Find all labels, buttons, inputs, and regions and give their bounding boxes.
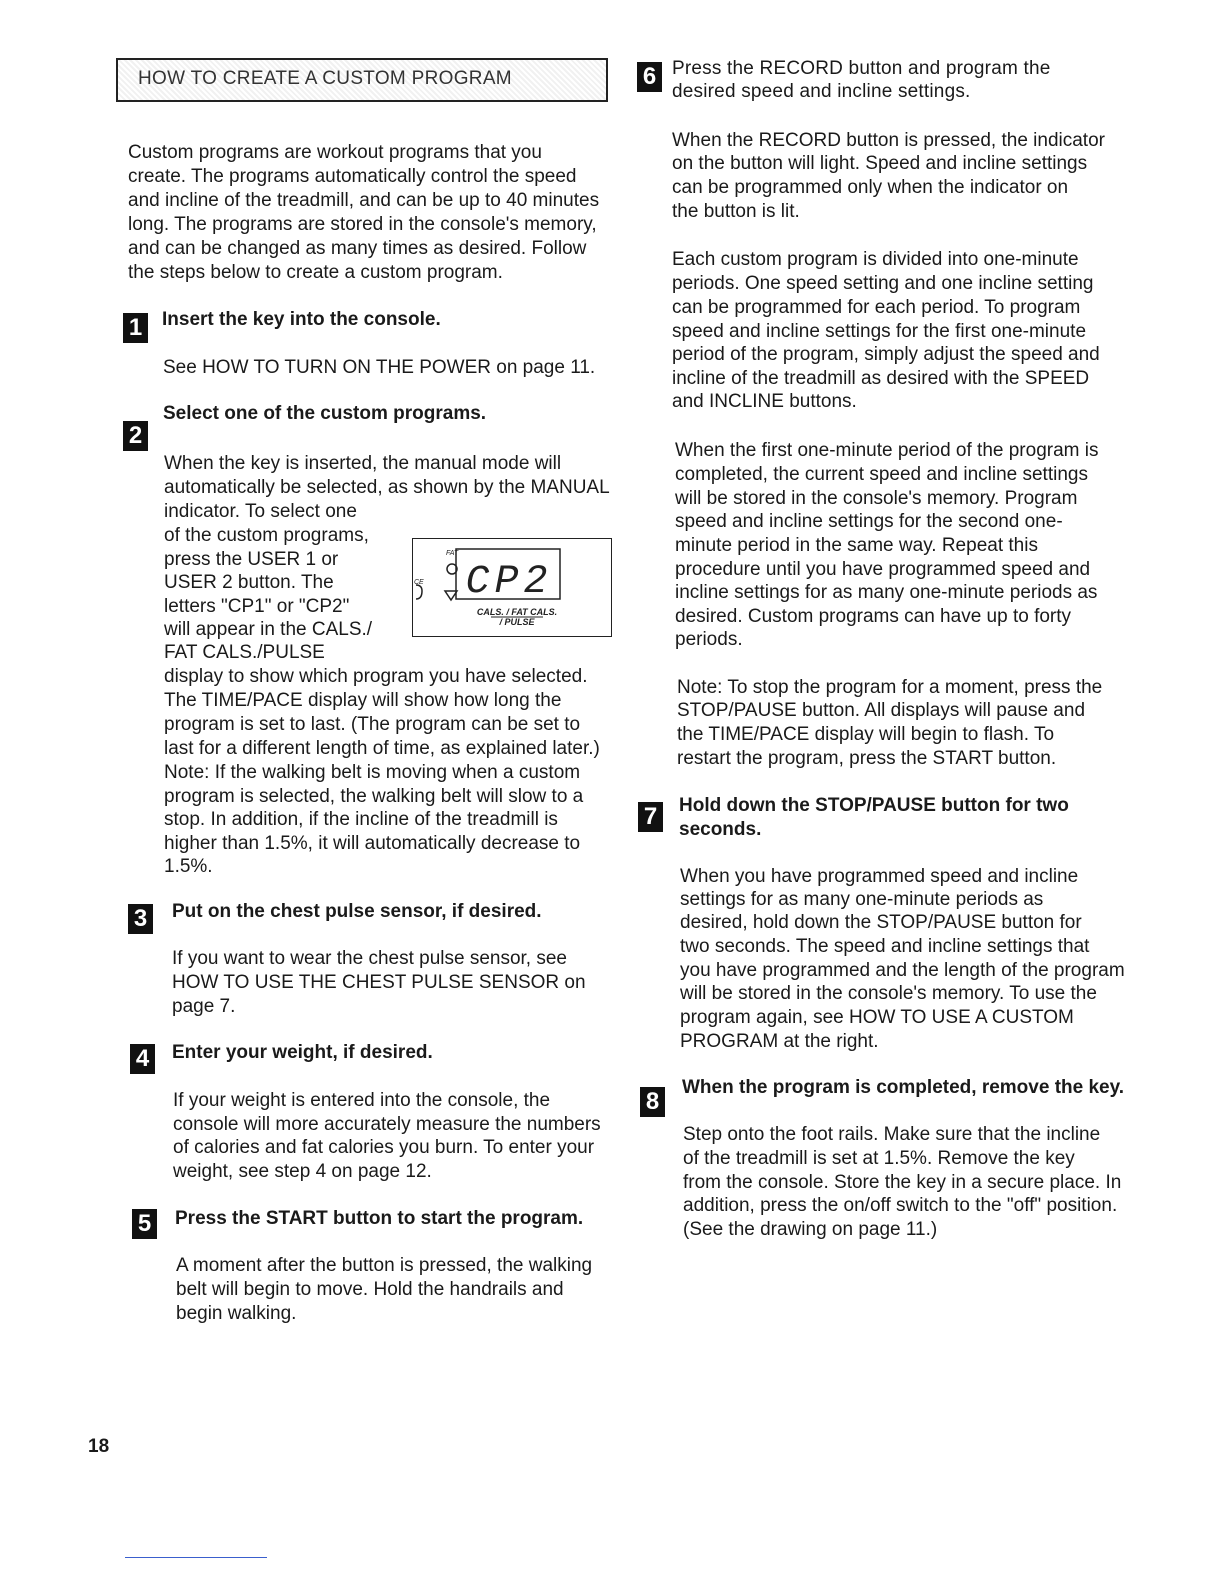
step-body-line: incline settings for as many one-minute periods as (675, 582, 1098, 603)
intro-line: and can be changed as many times as desired. Follow (128, 238, 587, 259)
step-body-line: desired. Custom programs can have up to forty (675, 606, 1072, 627)
step-body-line: completed, the current speed and incline settings (675, 464, 1088, 485)
fat-indicator-label: FAT (446, 550, 459, 557)
intro-line: create. The programs automatically control the speed (128, 166, 577, 187)
intro-line: the steps below to create a custom program. (128, 262, 503, 283)
step-body-line: period of the program, simply adjust the speed and (672, 344, 1100, 365)
step-body-line: display to show which program you have selected. (164, 666, 588, 687)
step-body-line: incline of the treadmill as desired with the SPEED (672, 368, 1090, 389)
step-body-line: When the first one-minute period of the program is (675, 440, 1099, 461)
step-number-badge: 1 (123, 313, 148, 343)
step-body-line: will be stored in the console's memory. Program (675, 488, 1078, 509)
step-body-line: program again, see HOW TO USE A CUSTOM (680, 1007, 1074, 1028)
footer-rule (125, 1557, 267, 1558)
step-body-line: restart the program, press the START button. (677, 748, 1057, 769)
step-body-line: If your weight is entered into the console, the (173, 1090, 551, 1111)
side-indicator-label: CE (414, 579, 424, 586)
step-body-line: program is set to last. (The program can be set to (164, 714, 581, 735)
step-body-line: weight, see step 4 on page 12. (173, 1161, 432, 1182)
step-body-line: Note: If the walking belt is moving when a custom (164, 762, 581, 783)
step-body-line: of the custom programs, (164, 525, 369, 546)
display-illustration (413, 539, 610, 635)
step-heading: desired speed and incline settings. (672, 81, 971, 102)
step-body-line: A moment after the button is pressed, the walking (176, 1255, 593, 1276)
step-body-line: stop. In addition, if the incline of the treadmill is (164, 809, 558, 830)
step-body-line: from the console. Store the key in a secure place. In (683, 1172, 1122, 1193)
step-number-badge: 5 (132, 1209, 157, 1239)
step-body-line: and INCLINE buttons. (672, 391, 857, 412)
step-body-line: periods. (675, 629, 743, 650)
step-number-badge: 6 (637, 62, 662, 92)
step-body-line: The TIME/PACE display will show how long the (164, 690, 562, 711)
step-body-line: press the USER 1 or (164, 549, 339, 570)
step-heading: When the program is completed, remove the key. (682, 1077, 1125, 1098)
step-body-line: can be programmed only when the indicator on (672, 177, 1069, 198)
step-body-line: USER 2 button. The (164, 572, 334, 593)
step-body-line: HOW TO USE THE CHEST PULSE SENSOR on (172, 972, 586, 993)
step-body-line: higher than 1.5%, it will automatically decrease to (164, 833, 581, 854)
console-display-figure (412, 538, 612, 637)
step-body-line: on the button will light. Speed and incline settings (672, 153, 1088, 174)
step-body-line: periods. One speed setting and one incline setting (672, 273, 1094, 294)
step-body-line: (See the drawing on page 11.) (683, 1219, 938, 1240)
heart-indicator-icon (445, 591, 457, 600)
step-heading: Select one of the custom programs. (163, 403, 487, 424)
step-body-line: Note: To stop the program for a moment, press the (677, 677, 1103, 698)
step-body-line: PROGRAM at the right. (680, 1031, 879, 1052)
step-body-line: Step onto the foot rails. Make sure that the incline (683, 1124, 1101, 1145)
step-body-line: last for a different length of time, as explained later.) (164, 738, 600, 759)
step-number-badge: 3 (128, 904, 153, 934)
step-body-line: indicator. To select one (164, 501, 357, 522)
step-body-line: When the RECORD button is pressed, the indicator (672, 130, 1105, 151)
step-body-line: settings for as many one-minute periods as (680, 889, 1044, 910)
intro-line: long. The programs are stored in the console's memory, (128, 214, 597, 235)
step-body-line: automatically be selected, as shown by the MANUAL (164, 477, 610, 498)
indicator-bracket-icon (416, 585, 422, 599)
step-number-badge: 2 (123, 421, 148, 451)
step-body-line: STOP/PAUSE button. All displays will pause and (677, 700, 1086, 721)
step-body-line: will be stored in the console's memory. To use the (680, 983, 1097, 1004)
step-heading: Enter your weight, if desired. (172, 1042, 433, 1063)
step-body-line: the TIME/PACE display will begin to flash. To (677, 724, 1055, 745)
step-body-line: desired, hold down the STOP/PAUSE button for (680, 912, 1082, 933)
step-body-line: addition, press the on/off switch to the "off" position. (683, 1195, 1118, 1216)
step-heading: Press the START button to start the program. (175, 1208, 584, 1229)
step-number-badge: 8 (640, 1087, 665, 1117)
step-body-line: If you want to wear the chest pulse sensor, see (172, 948, 568, 969)
step-body-line: 1.5%. (164, 856, 213, 877)
step-body-line: you have programmed and the length of the program (680, 960, 1125, 981)
intro-line: Custom programs are workout programs that you (128, 142, 542, 163)
step-body-line: console will more accurately measure the numbers (173, 1114, 601, 1135)
display-label-pulse: / PULSE (499, 617, 535, 627)
step-body-line: program is selected, the walking belt will slow to a (164, 786, 584, 807)
step-number-badge: 7 (638, 802, 663, 832)
step-body-line: can be programmed for each period. To program (672, 297, 1081, 318)
step-heading: Hold down the STOP/PAUSE button for two (679, 795, 1069, 816)
section-title-box (116, 58, 608, 102)
intro-line: and incline of the treadmill, and can be up to 40 minutes (128, 190, 600, 211)
display-reading: CP2 (465, 560, 553, 605)
step-body-line: page 7. (172, 996, 236, 1017)
section-title: HOW TO CREATE A CUSTOM PROGRAM (138, 68, 512, 89)
step-body-line: minute period in the same way. Repeat this (675, 535, 1038, 556)
step-body-line: of calories and fat calories you burn. To enter your (173, 1137, 595, 1158)
step-body-line: letters "CP1" or "CP2" (164, 596, 350, 617)
step-heading: Put on the chest pulse sensor, if desired. (172, 901, 542, 922)
step-body-line: When you have programmed speed and incline (680, 866, 1079, 887)
step-heading: Insert the key into the console. (162, 309, 441, 330)
display-label-cals: CALS. / FAT CALS. (476, 607, 558, 617)
step-body-line: two seconds. The speed and incline settings that (680, 936, 1090, 957)
step-body-line: belt will begin to move. Hold the handrails and (176, 1279, 564, 1300)
page-number: 18 (88, 1436, 110, 1457)
step-body-line: See HOW TO TURN ON THE POWER on page 11. (163, 357, 596, 378)
step-body-line: When the key is inserted, the manual mode will (164, 453, 562, 474)
step-body-line: speed and incline settings for the second one- (675, 511, 1063, 532)
step-number-badge: 4 (130, 1044, 155, 1074)
step-heading: Press the RECORD button and program the (672, 58, 1051, 79)
step-body-line: FAT CALS./PULSE (164, 642, 325, 663)
step-body-line: of the treadmill is set at 1.5%. Remove the key (683, 1148, 1075, 1169)
step-body-line: procedure until you have programmed speed and (675, 559, 1091, 580)
step-body-line: the button is lit. (672, 201, 800, 222)
step-body-line: speed and incline settings for the first one-minute (672, 321, 1087, 342)
step-body-line: begin walking. (176, 1303, 297, 1324)
step-heading: seconds. (679, 819, 762, 840)
step-body-line: Each custom program is divided into one-minute (672, 249, 1079, 270)
step-body-line: will appear in the CALS./ (164, 619, 373, 640)
